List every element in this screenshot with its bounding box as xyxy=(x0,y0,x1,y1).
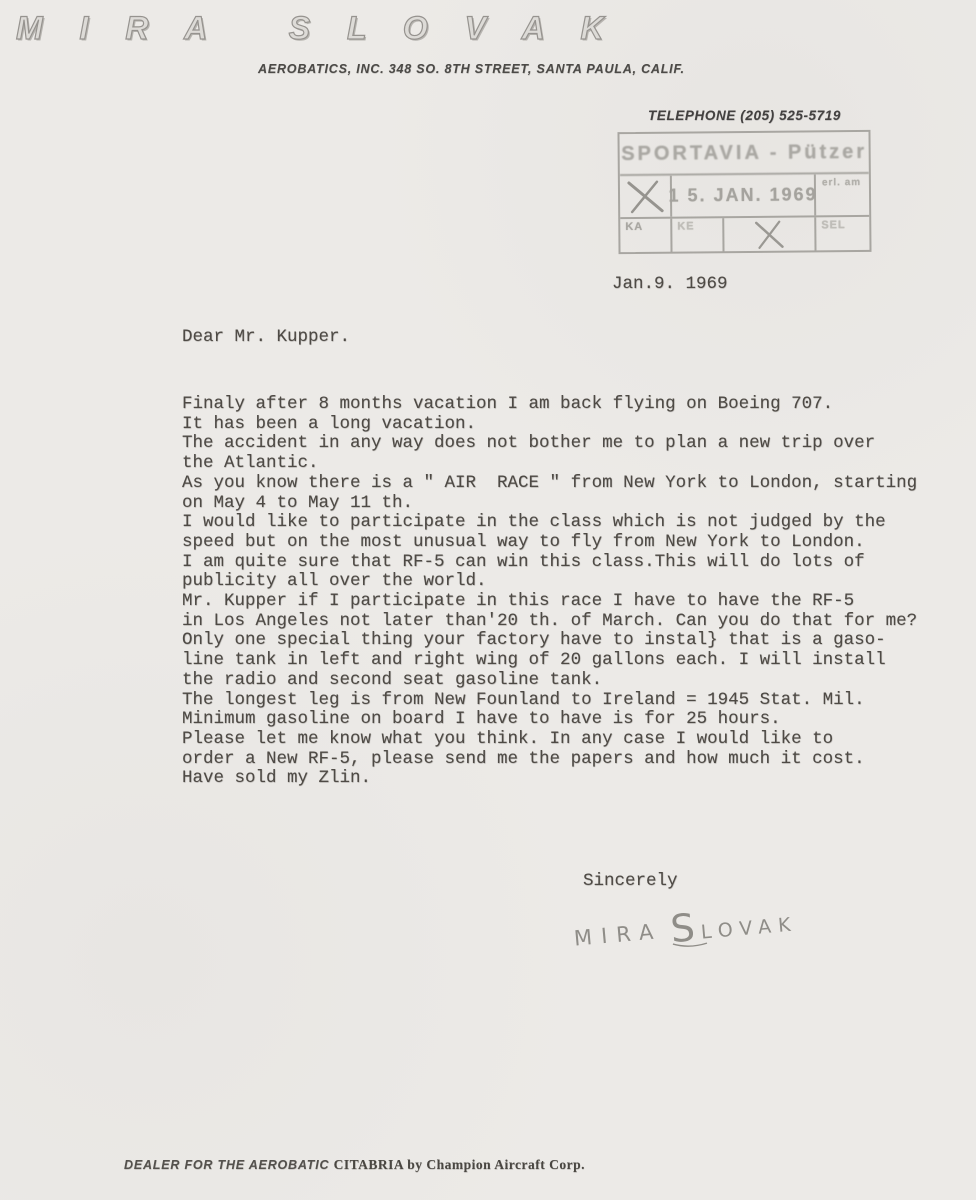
letter-body-line: Mr. Kupper if I participate in this race I have to have the RF-5 xyxy=(182,591,855,612)
stamp-check-cell xyxy=(620,176,672,217)
letter-date: Jan.9. 1969 xyxy=(612,274,728,294)
letter-body-line: The longest leg is from New Founland to Ireland = 1945 Stat. Mil. xyxy=(182,689,865,710)
handwritten-signature xyxy=(568,892,848,952)
letter-body-line: I am quite sure that RF-5 can win this class.This will do lots of xyxy=(182,551,865,572)
letter-body-line: I would like to participate in the class which is not judged by the xyxy=(182,512,886,533)
letter-body-line: order a New RF-5, please send me the papers and how much it cost. xyxy=(182,748,865,769)
letter-body-line: publicity all over the world. xyxy=(182,571,487,592)
letter-body-line: speed but on the most unusual way to fly from New York to London. xyxy=(182,531,865,552)
letter-body-line: in Los Angeles not later than'20 th. of March. Can you do that for me? xyxy=(182,610,918,631)
letter-body-line: the Atlantic. xyxy=(182,453,319,474)
stamp-ke-label: KE xyxy=(672,218,724,252)
stamp-check-cell-2 xyxy=(724,217,816,252)
stamp-bottom-row xyxy=(620,217,869,253)
letter-body-line: It has been a long vacation. xyxy=(182,413,477,434)
letter-body-line: on May 4 to May 11 th. xyxy=(182,492,414,513)
stamp-sel-label: SEL xyxy=(821,219,846,232)
letter-body-line: Have sold my Zlin. xyxy=(182,768,372,789)
stamp-date-row xyxy=(620,174,869,219)
letterhead-address: AEROBATICS, INC. 348 SO. 8TH STREET, SANTA PAULA, CALIF. xyxy=(258,62,685,76)
footer-dealer-text: DEALER FOR THE AEROBATIC xyxy=(124,1158,334,1172)
footer-dealer-line xyxy=(124,1156,585,1174)
signature-last-name: LOVAK xyxy=(700,913,799,944)
letter-body-line: Only one special thing your factory have to instal} that is a gaso- xyxy=(182,630,886,651)
x-mark-icon xyxy=(624,178,666,214)
received-stamp xyxy=(617,130,871,254)
stamp-ka-label: KA xyxy=(620,219,672,253)
letter-body-line: line tank in left and right wing of 20 gallons each. I will install xyxy=(182,650,886,671)
closing-sincerely: Sincerely xyxy=(583,871,678,891)
signature-first-name: MIRA xyxy=(573,919,664,951)
salutation: Dear Mr. Kupper. xyxy=(182,327,351,347)
letter-body-line: Please let me know what you think. In any case I would like to xyxy=(182,728,834,749)
letter-body-line: Finaly after 8 months vacation I am back flying on Boeing 707. xyxy=(182,394,834,414)
letter-body-line: Minimum gasoline on board I have to have is for 25 hours. xyxy=(182,709,781,730)
stamp-erl-am-label: erl. am xyxy=(821,176,862,189)
letter-body-line: The accident in any way does not bother me to plan a new trip over xyxy=(182,433,876,454)
telephone-line: TELEPHONE (205) 525-5719 xyxy=(648,108,841,123)
letterhead-name: M I R A S L O V A K xyxy=(16,10,618,46)
stamp-date: 1 5. JAN. 1969 xyxy=(672,174,816,216)
footer-by-text: CITABRIA by Champion Aircraft Corp. xyxy=(333,1157,585,1172)
x-mark-icon xyxy=(752,220,786,250)
letter-body-line: the radio and second seat gasoline tank. xyxy=(182,669,603,690)
letter-body xyxy=(182,395,917,789)
letter-body-line: As you know there is a " AIR RACE " from New York to London, starting xyxy=(182,472,918,493)
stamp-company-name: SPORTAVIA - Pützer xyxy=(619,132,868,176)
signature-last-initial: S xyxy=(668,905,697,952)
